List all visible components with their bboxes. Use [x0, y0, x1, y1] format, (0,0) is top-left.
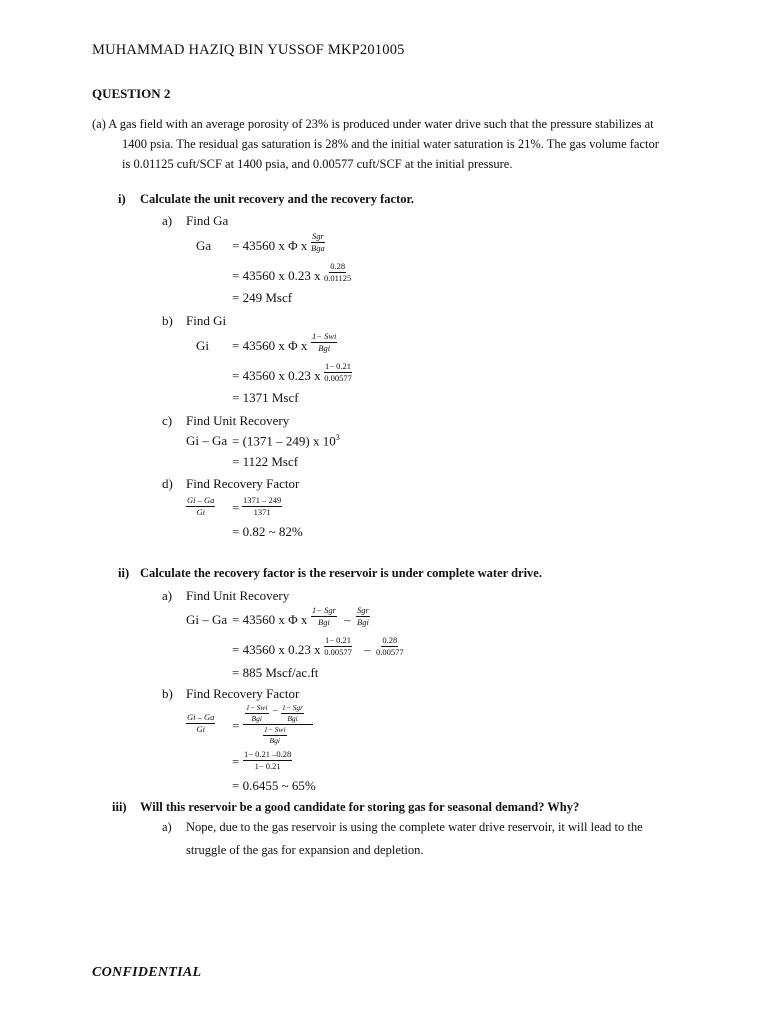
d-fraction	[263, 726, 287, 744]
p1b-var: Gi	[196, 338, 209, 353]
p2b-label: b)	[162, 686, 173, 701]
p1a-title: Find Ga	[186, 213, 229, 228]
part1-label: i)	[118, 192, 126, 206]
part2-title: Calculate the recovery factor is the reservoir is under complete water drive.	[140, 566, 542, 580]
numerator: Sgr	[357, 605, 369, 615]
numerator: 1− Swi	[312, 331, 337, 341]
p1c-result: = 1122 Mscf	[232, 454, 299, 469]
part3-label: iii)	[112, 800, 127, 814]
p1a-var: Ga	[196, 238, 212, 253]
p1c-l1	[232, 433, 340, 449]
header-name: MUHAMMAD HAZIQ BIN YUSSOF MKP201005	[92, 42, 405, 58]
part2-label: ii)	[118, 566, 130, 580]
p3a-line-1: Nope, due to the gas reservoir is using the complete water drive reservoir, it will lead to the	[186, 820, 643, 834]
p1b-result: = 1371 Mscf	[232, 390, 299, 405]
p1d-title: Find Recovery Factor	[186, 476, 300, 491]
footer-confidential: CONFIDENTIAL	[92, 965, 202, 980]
denominator: Bga	[311, 242, 325, 253]
p1c-l1-text: = (1371 – 249) x 10	[232, 433, 336, 449]
p1c-l1-exponent: 3	[335, 433, 340, 442]
question-title: QUESTION 2	[92, 86, 171, 101]
denominator: 1371	[253, 506, 271, 517]
complex-numerator	[243, 704, 313, 725]
p1d-lhs-fraction	[186, 496, 215, 516]
p1c-var: Gi – Ga	[186, 433, 228, 448]
p3a-line-2: struggle of the gas for expansion and depletion.	[186, 843, 424, 857]
p3a-label: a)	[162, 820, 172, 834]
p2b-complex-fraction	[243, 704, 313, 746]
denominator: Bgi	[318, 616, 330, 627]
p1a-l1-fraction	[311, 232, 325, 252]
numerator: 1− Sgr	[312, 605, 336, 615]
denominator: Gi	[196, 723, 205, 734]
numerator: 0.28	[382, 635, 398, 645]
p1c-title: Find Unit Recovery	[186, 413, 290, 428]
p1d-rhs-fraction	[242, 496, 282, 516]
p2a-result: = 885 Mscf/ac.ft	[232, 665, 319, 680]
p1a-l1: = 43560 x Φ x	[232, 238, 308, 253]
p1d-label: d)	[162, 476, 173, 491]
intro-line-3: is 0.01125 cuft/SCF at 1400 psia, and 0.00577 cuft/SCF at the initial pressure.	[122, 157, 513, 171]
denominator: Bgi	[269, 735, 280, 745]
numerator: 1− Sgr	[282, 703, 304, 712]
p1c-label: c)	[162, 413, 173, 428]
p1a-label: a)	[162, 213, 173, 228]
p2b-lhs-fraction	[186, 713, 215, 733]
p2a-var: Gi – Ga	[186, 612, 228, 627]
p2b-eq: =	[232, 718, 240, 733]
p2a-g1-fraction	[324, 636, 352, 656]
numerator: 1− 0.21 –0.28	[244, 749, 292, 759]
p1b-title: Find Gi	[186, 313, 227, 328]
p1b-l2: = 43560 x 0.23 x	[232, 368, 321, 383]
p2a-l1: = 43560 x Φ x	[232, 612, 308, 627]
p1b-l1: = 43560 x Φ x	[232, 338, 308, 353]
denominator: 0.00577	[324, 646, 352, 657]
p2a-l2: = 43560 x 0.23 x	[232, 642, 321, 657]
denominator: 1− 0.21	[254, 760, 281, 771]
denominator: 0.00577	[324, 372, 352, 383]
p2a-title: Find Unit Recovery	[186, 588, 290, 603]
p2b-result: = 0.6455 ~ 65%	[232, 778, 316, 793]
p1a-l2-fraction	[324, 262, 351, 282]
p1b-label: b)	[162, 313, 173, 328]
n1-fraction	[245, 704, 269, 722]
n-minus: –	[273, 705, 278, 715]
p1a-l2: = 43560 x 0.23 x	[232, 268, 321, 283]
p2b-title: Find Recovery Factor	[186, 686, 300, 701]
part3-title: Will this reservoir be a good candidate for storing gas for seasonal demand? Why?	[140, 800, 580, 814]
p2a-f1-fraction	[311, 606, 337, 626]
numerator: 1− 0.21	[325, 361, 352, 371]
p2a-label: a)	[162, 588, 173, 603]
p2a-f2-fraction	[356, 606, 370, 626]
intro-line-2: 1400 psia. The residual gas saturation is 28% and the initial water saturation is 21%. The gas volume factor	[122, 137, 659, 151]
p2b-eq2: =	[232, 754, 240, 769]
numerator: Gi – Ga	[187, 712, 215, 722]
p1d-eq: =	[232, 500, 240, 515]
denominator: 0.01125	[324, 272, 352, 283]
numerator: 1371 – 249	[243, 495, 282, 505]
denominator: Bgi	[318, 342, 331, 353]
intro-line-1: (a) A gas field with an average porosity of 23% is produced under water drive such that the pressure stabilizes at	[92, 117, 654, 131]
p1d-result: = 0.82 ~ 82%	[232, 524, 303, 539]
p1b-l1-fraction	[311, 332, 337, 352]
part1-title: Calculate the unit recovery and the recovery factor.	[140, 192, 415, 206]
numerator: 1− 0.21	[325, 635, 352, 645]
p2a-minus-2: –	[364, 642, 371, 657]
denominator: Bgi	[357, 616, 369, 627]
numerator: 0.28	[330, 261, 346, 271]
p1b-l2-fraction	[324, 362, 352, 382]
p2a-g2-fraction	[376, 636, 404, 656]
denominator: Gi	[196, 506, 205, 517]
p1a-result: = 249 Mscf	[232, 290, 293, 305]
denominator: 0.00577	[376, 646, 404, 657]
numerator: 1− Swi	[264, 725, 286, 734]
numerator: 1− Swi	[246, 703, 268, 712]
p2b-r2-fraction	[243, 750, 292, 770]
numerator: Sgr	[312, 231, 324, 241]
denominator: Bgi	[251, 713, 262, 723]
numerator: Gi – Ga	[187, 495, 215, 505]
denominator: Bgi	[287, 713, 298, 723]
p2a-minus: –	[344, 612, 351, 627]
n2-fraction	[281, 704, 304, 722]
